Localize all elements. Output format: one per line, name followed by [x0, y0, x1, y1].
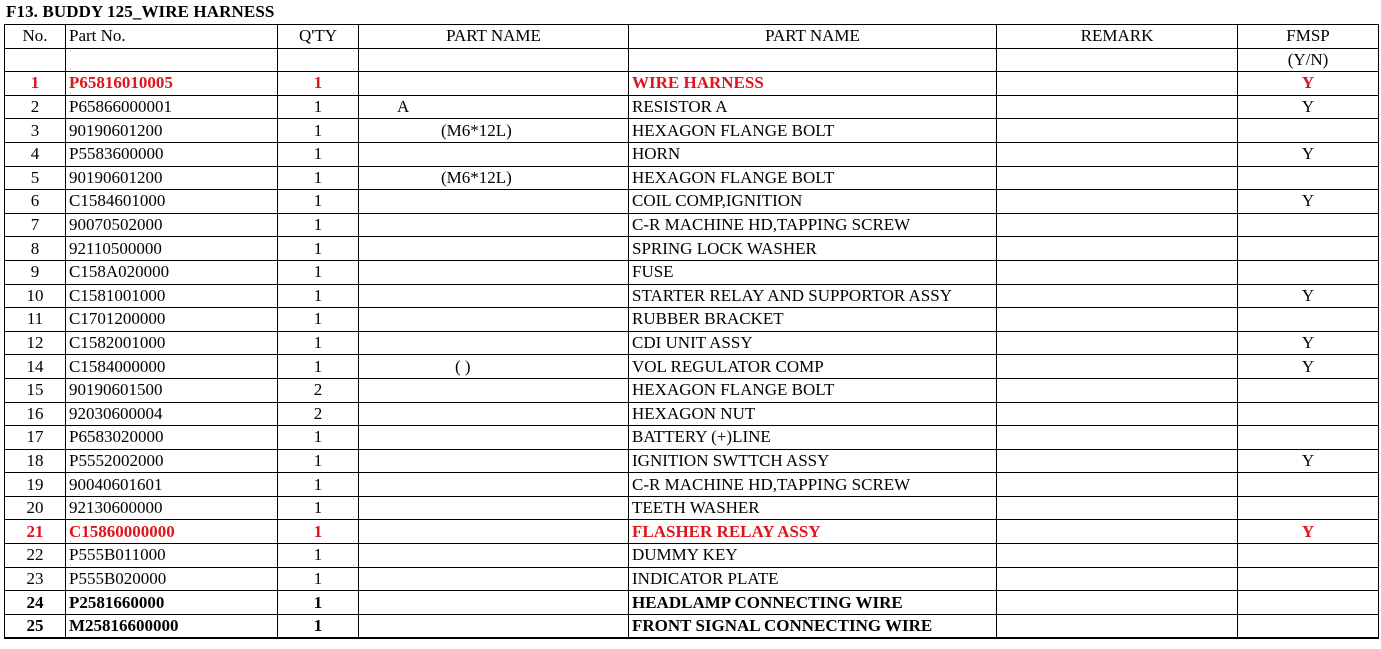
cell-no: 1	[5, 72, 66, 96]
cell-qty: 1	[278, 355, 359, 379]
cell-fmsp	[1238, 496, 1379, 520]
table-row	[5, 95, 1379, 119]
cell-local-part-name: (M6*12L)	[359, 166, 629, 190]
cell-part-no: 90070502000	[66, 213, 278, 237]
cell-part-no: C1581001000	[66, 284, 278, 308]
cell-qty: 1	[278, 142, 359, 166]
table-row	[5, 72, 1379, 96]
cell-qty: 1	[278, 496, 359, 520]
table-row	[5, 567, 1379, 591]
cell-no: 20	[5, 496, 66, 520]
table-row	[5, 591, 1379, 615]
table-row	[5, 331, 1379, 355]
cell-qty: 1	[278, 614, 359, 638]
table-row	[5, 614, 1379, 638]
cell-part-name: DUMMY KEY	[629, 544, 997, 568]
table-row	[5, 166, 1379, 190]
cell-no: 11	[5, 308, 66, 332]
cell-remark	[997, 260, 1238, 284]
cell-part-no: P65866000001	[66, 95, 278, 119]
cell-local-part-name	[359, 520, 629, 544]
cell-part-name: FLASHER RELAY ASSY	[629, 520, 997, 544]
cell-part-name: BATTERY (+)LINE	[629, 426, 997, 450]
cell-qty: 1	[278, 308, 359, 332]
cell-remark	[997, 119, 1238, 143]
cell-part-name: COIL COMP,IGNITION	[629, 190, 997, 214]
cell-fmsp: Y	[1238, 331, 1379, 355]
cell-fmsp: Y	[1238, 72, 1379, 96]
header-part-name: PART NAME	[629, 25, 997, 49]
cell-qty: 1	[278, 95, 359, 119]
cell-no: 9	[5, 260, 66, 284]
header-sub-no	[5, 48, 66, 72]
cell-qty: 1	[278, 213, 359, 237]
table-row	[5, 473, 1379, 497]
cell-part-name: WIRE HARNESS	[629, 72, 997, 96]
header-qty: Q'TY	[278, 25, 359, 49]
cell-no: 18	[5, 449, 66, 473]
cell-part-no: C1584000000	[66, 355, 278, 379]
cell-local-part-name	[359, 544, 629, 568]
cell-no: 25	[5, 614, 66, 638]
cell-remark	[997, 520, 1238, 544]
document-title: F13. BUDDY 125_WIRE HARNESS	[6, 2, 275, 21]
header-fmsp: FMSP	[1238, 25, 1379, 49]
cell-no: 23	[5, 567, 66, 591]
cell-local-part-name	[359, 308, 629, 332]
cell-fmsp	[1238, 591, 1379, 615]
cell-fmsp: Y	[1238, 142, 1379, 166]
cell-part-no: 92110500000	[66, 237, 278, 261]
header-remark: REMARK	[997, 25, 1238, 49]
cell-part-no: 90190601200	[66, 166, 278, 190]
cell-remark	[997, 72, 1238, 96]
cell-part-no: C1582001000	[66, 331, 278, 355]
cell-fmsp	[1238, 378, 1379, 402]
cell-fmsp	[1238, 544, 1379, 568]
table-row	[5, 378, 1379, 402]
cell-no: 10	[5, 284, 66, 308]
cell-no: 17	[5, 426, 66, 450]
cell-no: 14	[5, 355, 66, 379]
cell-part-no: P5552002000	[66, 449, 278, 473]
cell-part-no: P65816010005	[66, 72, 278, 96]
cell-part-no: C15860000000	[66, 520, 278, 544]
parts-table-body	[5, 25, 1379, 639]
cell-part-no: C158A020000	[66, 260, 278, 284]
cell-qty: 1	[278, 260, 359, 284]
cell-part-no: 92030600004	[66, 402, 278, 426]
table-row	[5, 544, 1379, 568]
cell-remark	[997, 591, 1238, 615]
cell-part-name: HEADLAMP CONNECTING WIRE	[629, 591, 997, 615]
cell-local-part-name	[359, 567, 629, 591]
header-sub-remark	[997, 48, 1238, 72]
cell-no: 6	[5, 190, 66, 214]
cell-local-part-name	[359, 331, 629, 355]
cell-remark	[997, 426, 1238, 450]
cell-remark	[997, 449, 1238, 473]
cell-no: 8	[5, 237, 66, 261]
cell-part-name: HEXAGON FLANGE BOLT	[629, 166, 997, 190]
header-no: No.	[5, 25, 66, 49]
cell-local-part-name	[359, 190, 629, 214]
cell-fmsp: Y	[1238, 355, 1379, 379]
cell-remark	[997, 614, 1238, 638]
cell-fmsp	[1238, 426, 1379, 450]
cell-fmsp: Y	[1238, 190, 1379, 214]
cell-part-no: P5583600000	[66, 142, 278, 166]
cell-part-name: FRONT SIGNAL CONNECTING WIRE	[629, 614, 997, 638]
cell-no: 4	[5, 142, 66, 166]
header-row	[5, 25, 1379, 49]
cell-local-part-name	[359, 402, 629, 426]
cell-remark	[997, 331, 1238, 355]
table-row	[5, 284, 1379, 308]
cell-part-no: C1701200000	[66, 308, 278, 332]
cell-fmsp	[1238, 260, 1379, 284]
cell-remark	[997, 402, 1238, 426]
cell-part-name: CDI UNIT ASSY	[629, 331, 997, 355]
cell-local-part-name	[359, 426, 629, 450]
table-row	[5, 402, 1379, 426]
cell-part-name: HORN	[629, 142, 997, 166]
cell-part-no: 90190601500	[66, 378, 278, 402]
cell-fmsp	[1238, 166, 1379, 190]
cell-qty: 1	[278, 426, 359, 450]
cell-fmsp	[1238, 308, 1379, 332]
cell-remark	[997, 378, 1238, 402]
header-sub-qty	[278, 48, 359, 72]
header-part-no: Part No.	[66, 25, 278, 49]
cell-part-no: 90190601200	[66, 119, 278, 143]
cell-remark	[997, 284, 1238, 308]
cell-part-name: RESISTOR A	[629, 95, 997, 119]
cell-part-name: RUBBER BRACKET	[629, 308, 997, 332]
cell-qty: 1	[278, 284, 359, 308]
table-row	[5, 496, 1379, 520]
cell-part-name: HEXAGON NUT	[629, 402, 997, 426]
cell-remark	[997, 213, 1238, 237]
table-row	[5, 119, 1379, 143]
cell-fmsp	[1238, 402, 1379, 426]
cell-qty: 2	[278, 378, 359, 402]
cell-remark	[997, 544, 1238, 568]
cell-local-part-name	[359, 237, 629, 261]
cell-local-part-name	[359, 591, 629, 615]
cell-part-name: INDICATOR PLATE	[629, 567, 997, 591]
cell-part-name: HEXAGON FLANGE BOLT	[629, 378, 997, 402]
header-sub-row	[5, 48, 1379, 72]
cell-no: 5	[5, 166, 66, 190]
cell-part-no: M25816600000	[66, 614, 278, 638]
table-row	[5, 426, 1379, 450]
cell-part-no: P2581660000	[66, 591, 278, 615]
cell-remark	[997, 95, 1238, 119]
cell-local-part-name	[359, 378, 629, 402]
parts-table	[4, 24, 1379, 639]
cell-fmsp: Y	[1238, 520, 1379, 544]
cell-qty: 1	[278, 473, 359, 497]
cell-fmsp: Y	[1238, 284, 1379, 308]
cell-local-part-name	[359, 496, 629, 520]
table-row	[5, 190, 1379, 214]
cell-qty: 1	[278, 237, 359, 261]
cell-qty: 1	[278, 166, 359, 190]
table-row	[5, 237, 1379, 261]
cell-local-part-name	[359, 72, 629, 96]
cell-no: 16	[5, 402, 66, 426]
cell-part-name: C-R MACHINE HD,TAPPING SCREW	[629, 473, 997, 497]
cell-qty: 2	[278, 402, 359, 426]
cell-local-part-name: (M6*12L)	[359, 119, 629, 143]
cell-local-part-name: ( )	[359, 355, 629, 379]
cell-fmsp	[1238, 614, 1379, 638]
cell-remark	[997, 567, 1238, 591]
cell-remark	[997, 308, 1238, 332]
cell-no: 3	[5, 119, 66, 143]
cell-part-name: IGNITION SWTTCH ASSY	[629, 449, 997, 473]
header-sub-local	[359, 48, 629, 72]
cell-remark	[997, 166, 1238, 190]
cell-fmsp	[1238, 213, 1379, 237]
cell-no: 15	[5, 378, 66, 402]
cell-part-no: 90040601601	[66, 473, 278, 497]
cell-remark	[997, 142, 1238, 166]
cell-fmsp: Y	[1238, 95, 1379, 119]
cell-qty: 1	[278, 544, 359, 568]
cell-qty: 1	[278, 190, 359, 214]
cell-local-part-name: A	[359, 95, 629, 119]
cell-no: 21	[5, 520, 66, 544]
table-row	[5, 520, 1379, 544]
header-sub-part-name	[629, 48, 997, 72]
cell-local-part-name	[359, 260, 629, 284]
cell-part-name: FUSE	[629, 260, 997, 284]
cell-part-no: 92130600000	[66, 496, 278, 520]
cell-remark	[997, 237, 1238, 261]
cell-fmsp	[1238, 567, 1379, 591]
cell-remark	[997, 355, 1238, 379]
header-fmsp-yn: (Y/N)	[1238, 48, 1379, 72]
cell-fmsp	[1238, 119, 1379, 143]
cell-no: 24	[5, 591, 66, 615]
cell-no: 19	[5, 473, 66, 497]
cell-part-name: VOL REGULATOR COMP	[629, 355, 997, 379]
cell-qty: 1	[278, 449, 359, 473]
cell-qty: 1	[278, 591, 359, 615]
cell-part-name: TEETH WASHER	[629, 496, 997, 520]
table-row	[5, 142, 1379, 166]
table-row	[5, 308, 1379, 332]
cell-qty: 1	[278, 72, 359, 96]
cell-local-part-name	[359, 213, 629, 237]
cell-qty: 1	[278, 119, 359, 143]
cell-remark	[997, 473, 1238, 497]
cell-part-no: C1584601000	[66, 190, 278, 214]
cell-local-part-name	[359, 614, 629, 638]
cell-qty: 1	[278, 331, 359, 355]
cell-part-name: C-R MACHINE HD,TAPPING SCREW	[629, 213, 997, 237]
cell-no: 2	[5, 95, 66, 119]
cell-local-part-name	[359, 449, 629, 473]
cell-qty: 1	[278, 520, 359, 544]
header-sub-part-no	[66, 48, 278, 72]
table-row	[5, 213, 1379, 237]
cell-part-name: HEXAGON FLANGE BOLT	[629, 119, 997, 143]
table-row	[5, 260, 1379, 284]
cell-local-part-name	[359, 473, 629, 497]
cell-part-no: P555B011000	[66, 544, 278, 568]
cell-remark	[997, 496, 1238, 520]
cell-no: 7	[5, 213, 66, 237]
cell-part-no: P555B020000	[66, 567, 278, 591]
header-local-part-name: PART NAME	[359, 25, 629, 49]
cell-fmsp	[1238, 237, 1379, 261]
cell-local-part-name	[359, 284, 629, 308]
table-row	[5, 355, 1379, 379]
cell-no: 12	[5, 331, 66, 355]
cell-local-part-name	[359, 142, 629, 166]
cell-part-no: P6583020000	[66, 426, 278, 450]
cell-fmsp	[1238, 473, 1379, 497]
cell-part-name: STARTER RELAY AND SUPPORTOR ASSY	[629, 284, 997, 308]
cell-qty: 1	[278, 567, 359, 591]
cell-no: 22	[5, 544, 66, 568]
cell-fmsp: Y	[1238, 449, 1379, 473]
cell-remark	[997, 190, 1238, 214]
cell-part-name: SPRING LOCK WASHER	[629, 237, 997, 261]
table-row	[5, 449, 1379, 473]
